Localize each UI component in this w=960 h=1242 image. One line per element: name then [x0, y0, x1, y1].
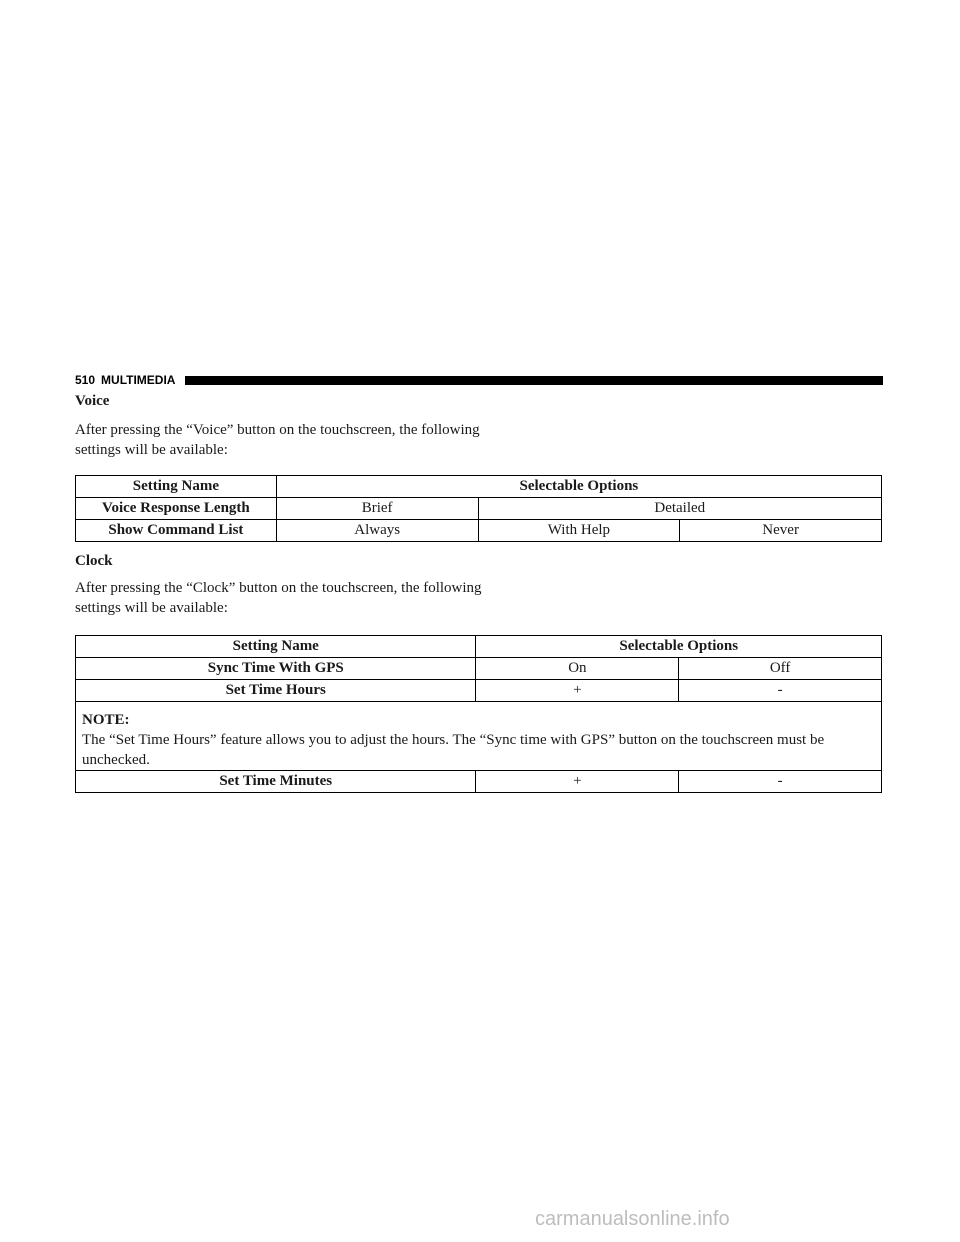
column-header-options: Selectable Options — [276, 476, 881, 498]
table-row — [76, 498, 882, 520]
note-cell — [76, 702, 882, 771]
option-cell: - — [679, 680, 882, 702]
clock-settings-table — [75, 635, 882, 793]
option-cell: + — [476, 680, 679, 702]
watermark: carmanualsonline.info — [535, 1208, 730, 1230]
note-title: NOTE: — [82, 712, 130, 728]
option-cell: Off — [679, 658, 882, 680]
setting-name: Set Time Minutes — [76, 771, 476, 793]
column-header-setting: Setting Name — [76, 476, 277, 498]
setting-name: Sync Time With GPS — [76, 658, 476, 680]
setting-name: Voice Response Length — [76, 498, 277, 520]
option-cell: With Help — [478, 520, 680, 542]
header-rule — [185, 376, 883, 385]
column-header-options: Selectable Options — [476, 636, 882, 658]
option-cell: Brief — [276, 498, 478, 520]
clock-intro: After pressing the “Clock” button on the touchscreen, the following settings will be available: — [75, 580, 482, 616]
voice-intro: After pressing the “Voice” button on the touchscreen, the following settings will be available: — [75, 422, 480, 458]
table-header-row — [76, 476, 882, 498]
option-cell: Detailed — [478, 498, 881, 520]
option-cell: On — [476, 658, 679, 680]
option-cell: + — [476, 771, 679, 793]
voice-heading: Voice — [75, 393, 110, 409]
setting-name: Show Command List — [76, 520, 277, 542]
option-cell: Never — [680, 520, 882, 542]
note-text: The “Set Time Hours” feature allows you to adjust the hours. The “Sync time with GPS” button on the touchscreen must be unchecked. — [82, 732, 825, 768]
option-cell: Always — [276, 520, 478, 542]
setting-name: Set Time Hours — [76, 680, 476, 702]
voice-settings-table — [75, 475, 882, 542]
clock-heading: Clock — [75, 553, 113, 569]
page-header — [75, 370, 883, 390]
page-number: 510 — [75, 373, 96, 387]
table-row — [76, 680, 882, 702]
table-row — [76, 520, 882, 542]
table-header-row — [76, 636, 882, 658]
column-header-setting: Setting Name — [76, 636, 476, 658]
table-row — [76, 771, 882, 793]
note-row — [76, 702, 882, 771]
option-cell: - — [679, 771, 882, 793]
section-name: MULTIMEDIA — [101, 373, 176, 387]
table-row — [76, 658, 882, 680]
